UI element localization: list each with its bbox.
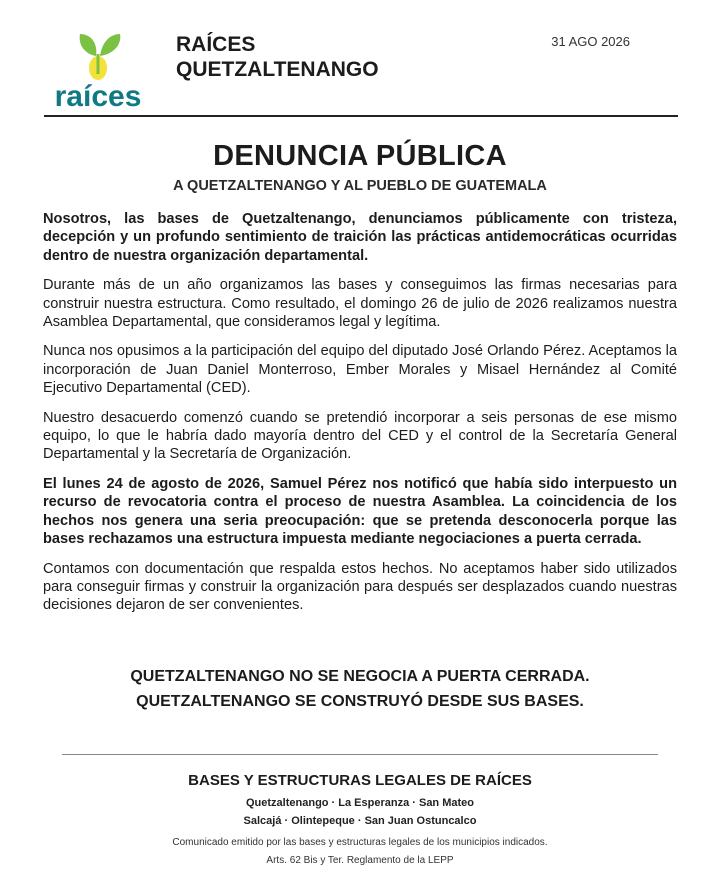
paragraph-intro: Nosotros, las bases de Quetzaltenango, denunciamos públicamente con tristeza, decepción y un profundo sentimiento de traición las prácticas antidemocráticas ocurridas dentro de nuestra organización departamental. [43,211,677,264]
document-subtitle: A QUETZALTENANGO Y AL PUEBLO DE GUATEMALA [173,178,547,194]
document-date: 31 AGO 2026 [551,34,630,49]
logo-wordmark: raíces [54,80,142,110]
raices-logo [44,26,152,110]
municipalities-line2: Salcajá · Olintepeque · San Juan Ostuncalco [243,815,477,827]
footer-title: BASES Y ESTRUCTURAS LEGALES DE RAÍCES [188,772,532,789]
municipalities-line1: Quetzaltenango · La Esperanza · San Mateo [246,797,474,809]
paragraph: Nunca nos opusimos a la participación del equipo del diputado José Orlando Pérez. Aceptamos la incorporación de Juan Daniel Monterroso, Ember Morales y Misael Hernández al Comité Ejecutivo Departamental (CED). [43,343,677,397]
legal-reference: Arts. 62 Bis y Ter. Reglamento de la LEPP [266,855,454,866]
sprout-logo-icon [44,26,152,110]
paragraph: Durante más de un año organizamos las bases y conseguimos las firmas necesarias para construir nuestra estructura. Como resultado, el domingo 26 de julio de 2026 realizamos nuestra Asamblea Departamental, que consideramos legal y legítima. [43,277,677,331]
header-divider [44,115,678,117]
org-name-line1: RAÍCES [176,33,256,56]
paragraph-highlight: El lunes 24 de agosto de 2026, Samuel Pérez nos notificó que había sido interpuesto un recurso de revocatoria contra el proceso de nuestra Asamblea. La coincidencia de los hechos nos genera una seria preocupación: que se pretenda desconocerla porque las bases rechazamos una estructura impuesta mediante negociaciones a puerta cerrada. [43,475,677,548]
footer-divider [62,754,658,755]
document-body [43,210,677,626]
slogan [0,664,720,714]
org-name-line2: QUETZALTENANGO [176,58,379,81]
org-name [176,32,379,82]
footer-note: Comunicado emitido por las bases y estructuras legales de los municipios indicados. [172,837,548,848]
document-title: DENUNCIA PÚBLICA [213,140,507,172]
slogan-line2: QUETZALTENANGO SE CONSTRUYÓ DESDE SUS BASES. [136,693,584,710]
paragraph: Contamos con documentación que respalda estos hechos. No aceptamos haber sido utilizados para conseguir firmas y construir la organización para después ser desplazados cuando nuestras decisiones dejaron de ser convenientes. [43,560,677,614]
paragraph: Nuestro desacuerdo comenzó cuando se pretendió incorporar a seis personas de ese mismo equipo, lo que le habría dado mayoría dentro del CED y el control de la Secretaría General Departamental y la Secretaría de Organización. [43,409,677,463]
slogan-line1: QUETZALTENANGO NO SE NEGOCIA A PUERTA CERRADA. [130,668,590,685]
